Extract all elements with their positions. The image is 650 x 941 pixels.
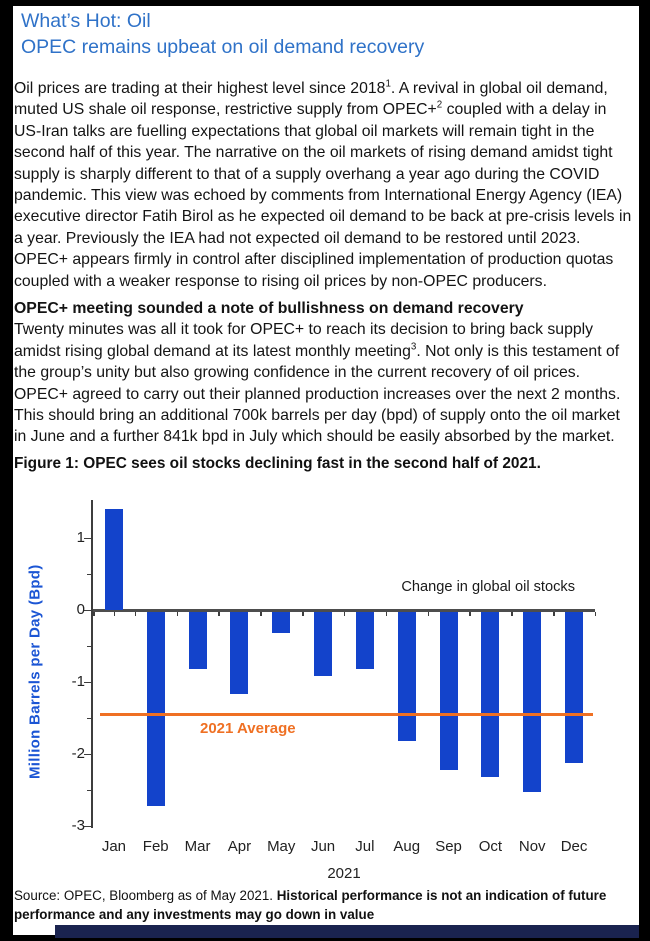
figure-caption: Figure 1: OPEC sees oil stocks declining fast in the second half of 2021. xyxy=(14,455,541,472)
bar-jun xyxy=(314,612,332,677)
x-axis-label: Nov xyxy=(518,838,546,855)
paragraph-text: Oil prices are trading at their highest level since 2018 xyxy=(14,80,386,97)
paragraph-text: . A revival in global oil demand, muted US shale oil response, restrictive supply from OPEC+ xyxy=(14,80,608,119)
x-axis-tick xyxy=(511,612,513,617)
y-axis-tick xyxy=(84,682,91,684)
y-axis-tick xyxy=(87,574,91,576)
y-axis-tick-label: 0 xyxy=(76,601,85,618)
x-axis-tick xyxy=(344,612,346,617)
x-axis-label: Mar xyxy=(184,838,211,855)
x-axis-tick xyxy=(93,612,95,617)
disclaimer-text: Historical performance is not an indication of future performance and any investments may go down in value xyxy=(14,888,607,922)
footer-brand-bar xyxy=(55,925,639,938)
x-axis-tick xyxy=(302,612,304,617)
bar-sep xyxy=(440,612,458,770)
bar-may xyxy=(272,612,290,634)
bar-feb xyxy=(147,612,165,806)
x-axis-tick xyxy=(260,612,262,617)
average-line-label: 2021 Average xyxy=(200,720,296,738)
footnote-ref-2: 2 xyxy=(436,100,443,112)
page-header xyxy=(21,8,635,60)
y-axis-tick-label: -1 xyxy=(71,673,85,690)
x-axis-label: May xyxy=(267,838,296,855)
y-axis-tick-label: 1 xyxy=(76,529,85,546)
x-axis-tick xyxy=(135,612,137,617)
footnote-ref-1: 1 xyxy=(385,78,391,90)
bar-apr xyxy=(230,612,248,695)
page-subtitle: OPEC remains upbeat on oil demand recovery xyxy=(21,36,425,58)
x-axis-tick xyxy=(114,612,116,617)
y-axis-tick xyxy=(84,826,91,828)
x-axis-tick xyxy=(595,612,597,617)
y-axis-tick xyxy=(84,538,91,540)
x-axis-tick xyxy=(469,612,471,617)
series-annotation: Change in global oil stocks xyxy=(401,579,575,595)
section-opec-meeting xyxy=(14,298,636,448)
paragraph-text: . Not only is this testament of the group’s unity but also growing confidence in the current recovery of oil prices. OPEC+ agreed to carry out their planned production increases over the next 2 months. This should bring an additional 700k barrels per day (bpd) of supply onto the oil market in June and a further 841k bpd in July which should be easily absorbed by the market. xyxy=(14,342,621,446)
y-axis-title: Million Barrels per Day (Bpd) xyxy=(26,564,44,780)
x-axis-label: Dec xyxy=(560,838,588,855)
page-title: What’s Hot: Oil xyxy=(21,10,151,32)
x-axis-title: 2021 xyxy=(327,865,361,882)
paragraph-text: coupled with a delay in US-Iran talks are fuelling expectations that global oil markets will remain tight in the second half of this year. The narrative on the oil markets of rising demand amidst tight supply is sharply different to that of a supply overhang a year ago during the COVID pandemic. This view was echoed by comments from International Energy Agency (IEA) executive director Fatih Birol as he expected oil demand to be back at pre-crisis levels in a year. Previously the IEA had not expected oil demand to be restored until 2023. OPEC+ appears firmly in control after disciplined implementation of production quotas coupled with a weaker response to rising oil prices by non-OPEC producers. xyxy=(14,101,632,290)
section-heading: OPEC+ meeting sounded a note of bullishness on demand recovery xyxy=(14,300,524,317)
x-axis-label: Feb xyxy=(142,838,169,855)
bar-jul xyxy=(356,612,374,670)
x-axis-label: Jun xyxy=(310,838,336,855)
bar-aug xyxy=(398,612,416,742)
source-note xyxy=(14,887,636,924)
figure-chart xyxy=(13,490,639,882)
y-axis-tick xyxy=(87,646,91,648)
x-axis-label: Apr xyxy=(227,838,252,855)
footnote-ref-3: 3 xyxy=(410,341,417,353)
bar-mar xyxy=(189,612,207,670)
average-line xyxy=(100,713,593,716)
bar-dec xyxy=(565,612,583,763)
y-axis-tick xyxy=(87,790,91,792)
source-text: Source: OPEC, Bloomberg as of May 2021. xyxy=(14,888,277,903)
y-axis-tick-label: -2 xyxy=(71,745,85,762)
x-axis-label: Aug xyxy=(393,838,421,855)
x-axis-tick xyxy=(428,612,430,617)
paragraph-opec-meeting xyxy=(14,319,636,447)
paragraph-oil-prices xyxy=(14,78,636,292)
x-axis-label: Sep xyxy=(435,838,462,855)
y-axis-tick xyxy=(84,610,91,612)
paragraph-text: Twenty minutes was all it took for OPEC+ to reach its decision to bring back supply amidst rising global demand at its latest monthly meeting xyxy=(14,321,594,360)
bar-nov xyxy=(523,612,541,792)
x-axis-tick xyxy=(177,612,179,617)
y-axis-tick-label: -3 xyxy=(71,817,85,834)
y-axis-tick xyxy=(84,754,91,756)
bar-jan xyxy=(105,509,123,610)
x-axis-label: Oct xyxy=(478,838,503,855)
x-axis-label: Jan xyxy=(101,838,126,855)
x-axis-tick xyxy=(553,612,555,617)
y-axis-tick xyxy=(87,718,91,720)
y-axis-line xyxy=(91,500,93,828)
bar-oct xyxy=(481,612,499,778)
x-axis-label: Jul xyxy=(355,838,375,855)
x-axis-tick xyxy=(386,612,388,617)
x-axis-tick xyxy=(218,612,220,617)
page-content xyxy=(13,6,639,935)
